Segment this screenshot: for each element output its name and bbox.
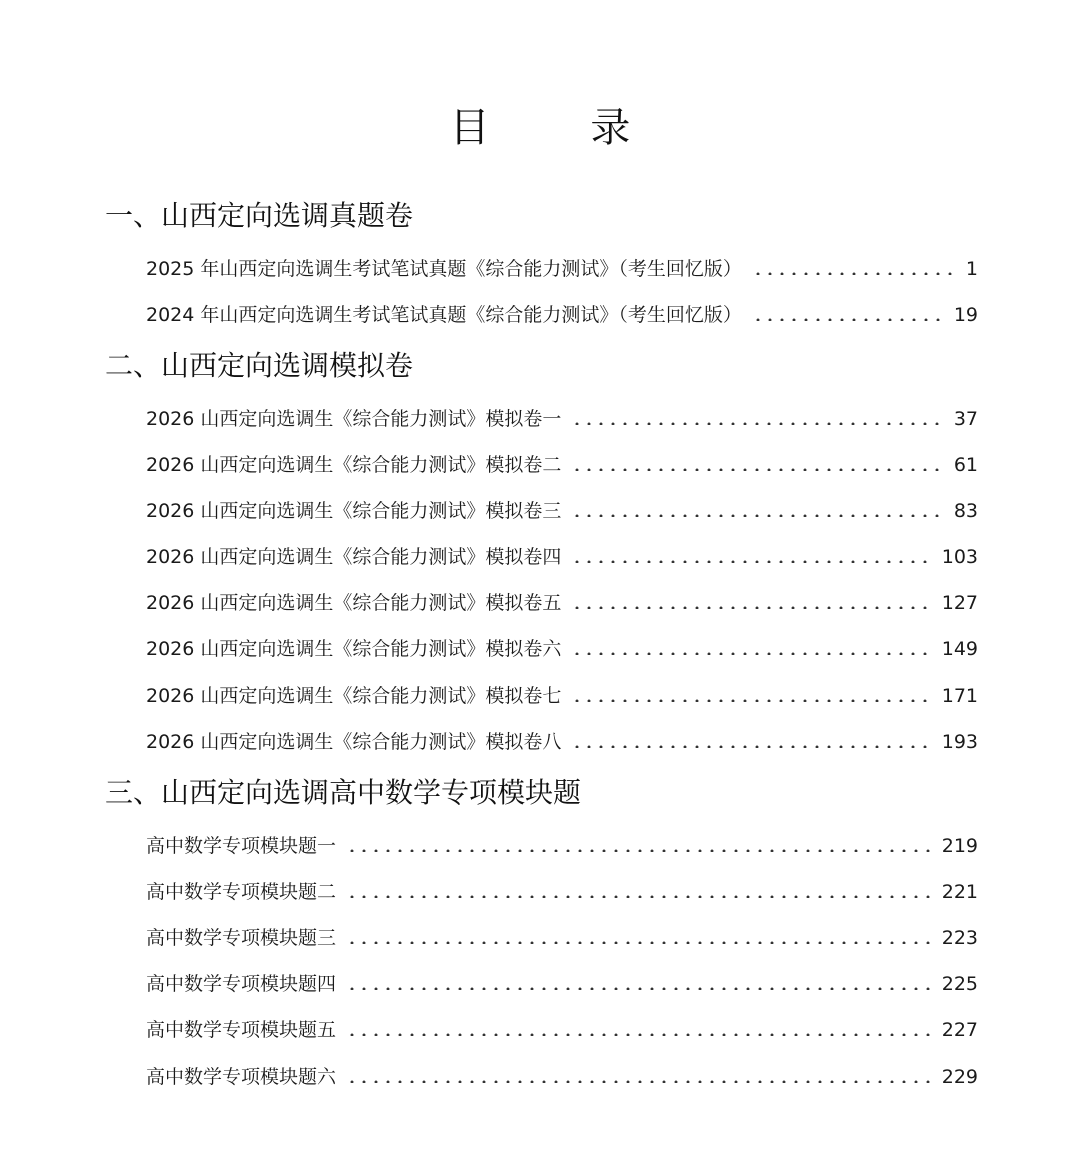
toc-entry-page-number: 1 <box>965 258 978 280</box>
toc-entry-page-number: 219 <box>941 835 978 857</box>
toc-entry-label: 2026 山西定向选调生《综合能力测试》模拟卷六 <box>146 638 562 660</box>
toc-entry-label: 2024 年山西定向选调生考试笔试真题《综合能力测试》（考生回忆版） <box>146 304 742 326</box>
toc-entry-page-number: 225 <box>941 973 978 995</box>
toc-entry[interactable] <box>146 541 978 573</box>
toc-entry[interactable] <box>146 680 978 712</box>
toc-entry[interactable] <box>146 876 978 908</box>
section-heading-3: 三、山西定向选调高中数学专项模块题 <box>105 776 582 809</box>
dot-leader <box>346 838 934 852</box>
toc-entry-page-number: 103 <box>941 546 978 568</box>
section-heading-1: 一、山西定向选调真题卷 <box>105 199 414 232</box>
dot-leader <box>571 549 933 563</box>
toc-entry-page-number: 149 <box>941 638 978 660</box>
toc-entry-label: 2026 山西定向选调生《综合能力测试》模拟卷四 <box>146 546 562 568</box>
toc-entry-page-number: 83 <box>953 500 978 522</box>
toc-entry-label: 高中数学专项模块题二 <box>146 881 337 903</box>
toc-entry-page-number: 227 <box>941 1019 978 1041</box>
toc-entry-label: 2026 山西定向选调生《综合能力测试》模拟卷三 <box>146 500 562 522</box>
toc-entry-label: 2026 山西定向选调生《综合能力测试》模拟卷七 <box>146 685 562 707</box>
toc-entry[interactable] <box>146 1061 978 1093</box>
dot-leader <box>346 884 934 898</box>
toc-entry-label: 2026 山西定向选调生《综合能力测试》模拟卷一 <box>146 408 562 430</box>
toc-entry-label: 高中数学专项模块题四 <box>146 973 337 995</box>
toc-entry-label: 高中数学专项模块题三 <box>146 927 337 949</box>
dot-leader <box>346 1022 934 1036</box>
toc-entry-page-number: 193 <box>941 731 978 753</box>
dot-leader <box>752 261 954 275</box>
toc-entry-page-number: 229 <box>941 1066 978 1088</box>
toc-entry-page-number: 223 <box>941 927 978 949</box>
toc-entry-page-number: 221 <box>941 881 978 903</box>
toc-entry[interactable] <box>146 968 978 1000</box>
dot-leader <box>571 411 945 425</box>
toc-entry-page-number: 171 <box>941 685 978 707</box>
toc-entry[interactable] <box>146 587 978 619</box>
dot-leader <box>346 976 934 990</box>
toc-entry-label: 2025 年山西定向选调生考试笔试真题《综合能力测试》（考生回忆版） <box>146 258 742 280</box>
toc-entry-label: 高中数学专项模块题一 <box>146 835 337 857</box>
toc-entry[interactable] <box>146 299 978 331</box>
toc-entry-label: 2026 山西定向选调生《综合能力测试》模拟卷八 <box>146 731 562 753</box>
toc-entry[interactable] <box>146 830 978 862</box>
toc-entry-label: 高中数学专项模块题五 <box>146 1019 337 1041</box>
toc-entry[interactable] <box>146 253 978 285</box>
page-title: 目 录 <box>449 105 675 151</box>
toc-entry[interactable] <box>146 922 978 954</box>
toc-entry[interactable] <box>146 726 978 758</box>
toc-entry-page-number: 19 <box>953 304 978 326</box>
toc-entry-page-number: 61 <box>953 454 978 476</box>
dot-leader <box>752 307 946 321</box>
dot-leader <box>346 1069 934 1083</box>
toc-entry[interactable] <box>146 1014 978 1046</box>
toc-entry-label: 2026 山西定向选调生《综合能力测试》模拟卷五 <box>146 592 562 614</box>
toc-entry-page-number: 127 <box>941 592 978 614</box>
toc-entry[interactable] <box>146 449 978 481</box>
dot-leader <box>571 641 933 655</box>
toc-entry[interactable] <box>146 495 978 527</box>
toc-entry-label: 高中数学专项模块题六 <box>146 1066 337 1088</box>
toc-entry[interactable] <box>146 403 978 435</box>
toc-entry-page-number: 37 <box>953 408 978 430</box>
section-heading-2: 二、山西定向选调模拟卷 <box>105 349 414 382</box>
dot-leader <box>571 595 933 609</box>
toc-entry-label: 2026 山西定向选调生《综合能力测试》模拟卷二 <box>146 454 562 476</box>
toc-entry[interactable] <box>146 633 978 665</box>
dot-leader <box>571 457 945 471</box>
dot-leader <box>571 688 933 702</box>
dot-leader <box>571 503 945 517</box>
dot-leader <box>571 734 933 748</box>
dot-leader <box>346 930 934 944</box>
